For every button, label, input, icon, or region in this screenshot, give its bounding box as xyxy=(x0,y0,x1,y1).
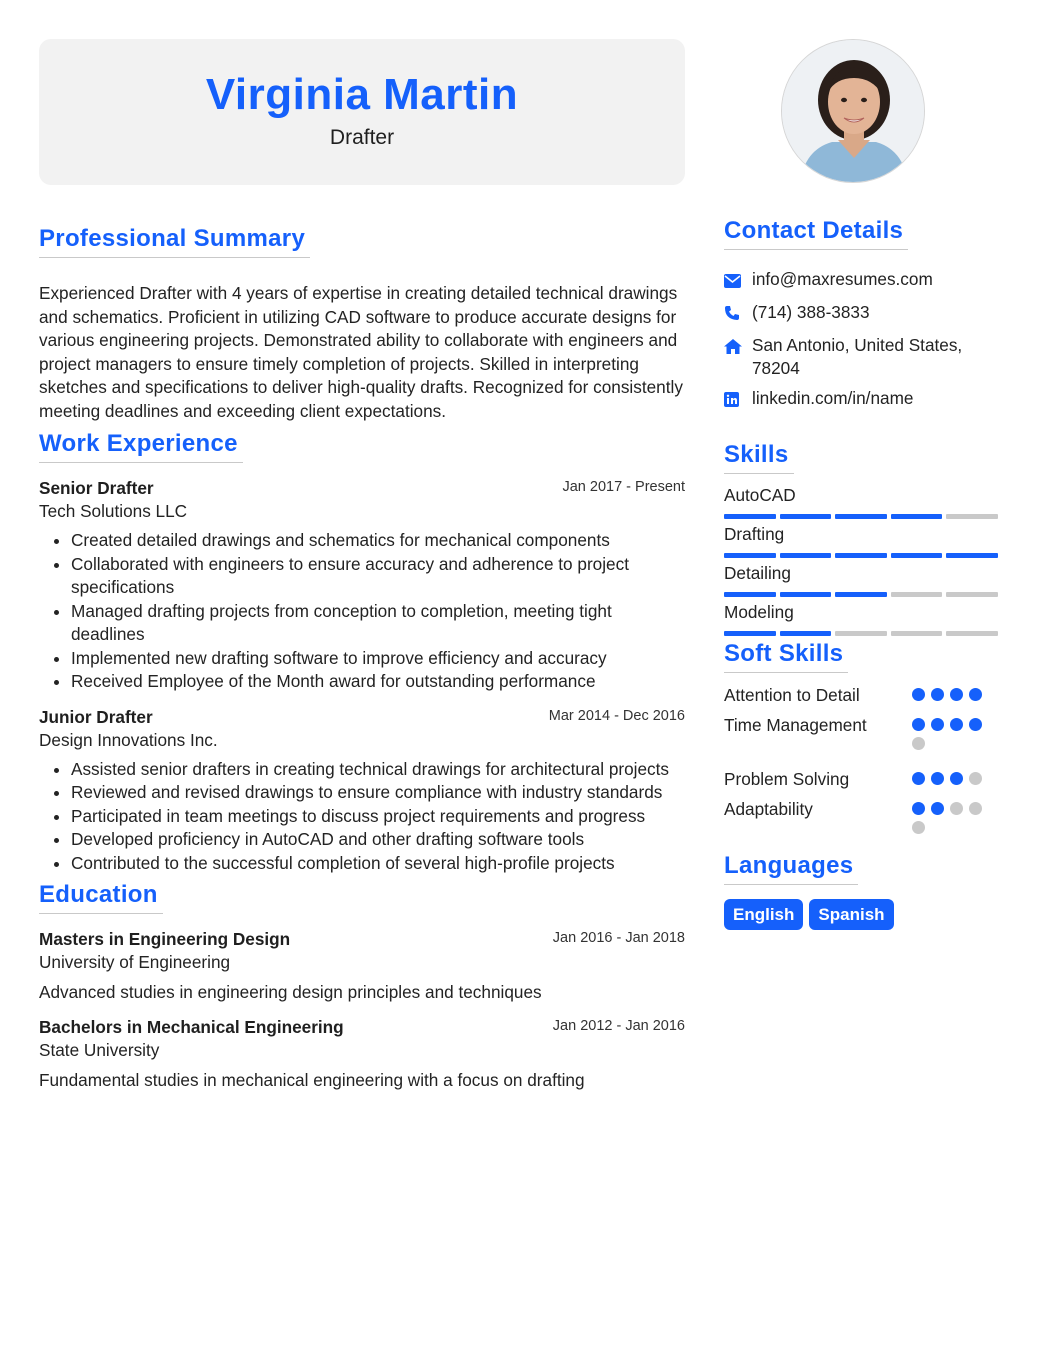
soft-skill-item xyxy=(724,714,1004,768)
skill-level-segment xyxy=(891,553,943,558)
skill-level-segment xyxy=(780,553,832,558)
linkedin-text: linkedin.com/in/name xyxy=(752,388,914,408)
skill-level-segment xyxy=(891,514,943,519)
soft-skills-section xyxy=(724,640,1004,852)
soft-skill-rating xyxy=(912,802,992,834)
education-entry xyxy=(39,928,685,1004)
rating-dot xyxy=(912,718,925,731)
experience-section xyxy=(39,430,685,875)
rating-dot xyxy=(912,802,925,815)
main-column xyxy=(39,39,685,1092)
soft-skills-list xyxy=(724,684,1004,852)
soft-skill-item xyxy=(724,684,1004,714)
skill-level-segment xyxy=(946,631,998,636)
skill-level-segment xyxy=(724,514,776,519)
job-entry xyxy=(39,706,685,876)
skill-item xyxy=(724,562,1004,597)
language-tag: English xyxy=(724,899,803,930)
languages-heading: Languages xyxy=(724,852,858,885)
languages-section xyxy=(724,852,1004,930)
list-item: • Contributed to the successful completion of several high-profile projects xyxy=(71,852,685,876)
rating-dot xyxy=(969,718,982,731)
address-text: San Antonio, United States, 78204 xyxy=(752,335,963,378)
skill-name: AutoCAD xyxy=(724,485,796,505)
skill-level-bar xyxy=(724,553,1004,558)
contact-email[interactable] xyxy=(724,268,1004,294)
soft-skill-item xyxy=(724,798,1004,852)
candidate-role: Drafter xyxy=(329,126,395,149)
list-item: • Developed proficiency in AutoCAD and other drafting software tools xyxy=(71,828,685,852)
contact-section xyxy=(724,217,1004,413)
skill-level-segment xyxy=(835,592,887,597)
skill-item xyxy=(724,601,1004,636)
rating-dot xyxy=(931,802,944,815)
skill-name: Detailing xyxy=(724,563,791,583)
soft-skill-name: Adaptability xyxy=(724,799,813,819)
education-description: Fundamental studies in mechanical engineering with a focus on drafting xyxy=(39,1070,585,1090)
rating-dot xyxy=(912,737,925,750)
education-section xyxy=(39,881,685,1092)
summary-section xyxy=(39,225,685,423)
school-name: State University xyxy=(39,1040,160,1060)
rating-dot xyxy=(912,821,925,834)
job-bullets xyxy=(39,758,685,876)
skill-level-bar xyxy=(724,514,1004,519)
skill-level-segment xyxy=(835,514,887,519)
skills-section xyxy=(724,441,1004,636)
job-company: Design Innovations Inc. xyxy=(39,729,218,750)
job-date: Mar 2014 - Dec 2016 xyxy=(548,707,685,724)
profile-photo xyxy=(781,39,925,183)
skill-name: Modeling xyxy=(724,602,794,622)
skill-level-segment xyxy=(835,631,887,636)
list-item: • Assisted senior drafters in creating technical drawings for architectural projects xyxy=(71,758,685,782)
skill-item xyxy=(724,523,1004,558)
education-description: Advanced studies in engineering design principles and techniques xyxy=(39,982,542,1002)
skills-heading: Skills xyxy=(724,441,794,474)
rating-dot xyxy=(912,772,925,785)
soft-skill-name: Attention to Detail xyxy=(724,685,860,705)
portrait-image xyxy=(782,40,925,183)
language-tags xyxy=(724,899,1004,930)
list-item: • Participated in team meetings to discuss project requirements and progress xyxy=(71,805,685,829)
list-item: • Created detailed drawings and schematics for mechanical components xyxy=(71,529,685,553)
summary-text: Experienced Drafter with 4 years of expertise in creating detailed technical drawings and schematics. Proficient in utilizing CAD software to produce accurate designs for various engineering projects. Demonstrated ability to collaborate with engineers and project managers to ensure timely completion of projects. Skilled in interpreting sketches and specifications to deliver high-quality drafts. Recognized for consistently meeting deadlines and exceeding client expectations. xyxy=(39,283,683,421)
candidate-name: Virginia Martin xyxy=(205,70,519,119)
education-date: Jan 2012 - Jan 2016 xyxy=(552,1018,685,1034)
skill-level-segment xyxy=(946,553,998,558)
rating-dot xyxy=(931,718,944,731)
linkedin-icon xyxy=(724,387,752,413)
soft-skill-rating xyxy=(912,688,992,701)
skill-level-segment xyxy=(780,631,832,636)
phone-text: (714) 388-3833 xyxy=(752,302,870,322)
soft-skill-name: Problem Solving xyxy=(724,769,850,789)
envelope-icon xyxy=(724,268,752,294)
list-item: • Received Employee of the Month award for outstanding performance xyxy=(71,670,685,694)
degree-title: Masters in Engineering Design xyxy=(39,929,291,949)
contact-address xyxy=(724,334,1004,380)
skill-level-segment xyxy=(891,592,943,597)
rating-dot xyxy=(969,688,982,701)
list-item: • Reviewed and revised drawings to ensure compliance with industry standards xyxy=(71,781,685,805)
skill-level-segment xyxy=(946,514,998,519)
list-item: • Managed drafting projects from conception to completion, meeting tight deadlines xyxy=(71,600,685,647)
soft-skill-rating xyxy=(912,772,992,785)
job-title: Junior Drafter xyxy=(39,706,153,727)
skill-level-segment xyxy=(946,592,998,597)
education-entry xyxy=(39,1016,685,1092)
degree-title: Bachelors in Mechanical Engineering xyxy=(39,1017,344,1037)
skill-level-bar xyxy=(724,631,1004,636)
skill-level-segment xyxy=(724,631,776,636)
job-company: Tech Solutions LLC xyxy=(39,501,188,521)
list-item: • Collaborated with engineers to ensure accuracy and adherence to project specifications xyxy=(71,553,685,600)
home-icon xyxy=(724,334,752,360)
experience-heading: Work Experience xyxy=(39,430,243,463)
soft-skill-rating xyxy=(912,718,992,750)
skill-item xyxy=(724,484,1004,519)
rating-dot xyxy=(950,772,963,785)
sidebar xyxy=(724,39,1004,930)
rating-dot xyxy=(950,718,963,731)
job-title: Senior Drafter xyxy=(39,478,154,498)
resume-header xyxy=(39,39,685,185)
education-date: Jan 2016 - Jan 2018 xyxy=(552,930,685,946)
summary-heading: Professional Summary xyxy=(39,225,310,258)
soft-skill-item xyxy=(724,768,1004,798)
job-bullets xyxy=(39,529,685,694)
job-entry xyxy=(39,477,685,694)
language-tag: Spanish xyxy=(809,899,893,930)
rating-dot xyxy=(931,688,944,701)
skill-level-segment xyxy=(891,631,943,636)
email-text: info@maxresumes.com xyxy=(752,269,933,289)
skill-level-segment xyxy=(780,514,832,519)
rating-dot xyxy=(912,688,925,701)
education-heading: Education xyxy=(39,881,163,914)
skill-name: Drafting xyxy=(724,524,785,544)
phone-icon xyxy=(724,301,752,327)
soft-skill-name: Time Management xyxy=(724,715,867,735)
contact-heading: Contact Details xyxy=(724,217,908,250)
list-item: • Implemented new drafting software to improve efficiency and accuracy xyxy=(71,647,685,671)
contact-linkedin[interactable] xyxy=(724,387,1004,413)
skills-list xyxy=(724,484,1004,636)
rating-dot xyxy=(969,772,982,785)
job-date: Jan 2017 - Present xyxy=(562,479,685,495)
skill-level-segment xyxy=(724,553,776,558)
skill-level-segment xyxy=(835,553,887,558)
contact-phone[interactable] xyxy=(724,301,1004,327)
skill-level-segment xyxy=(724,592,776,597)
school-name: University of Engineering xyxy=(39,952,231,972)
skill-level-segment xyxy=(780,592,832,597)
skill-level-bar xyxy=(724,592,1004,597)
rating-dot xyxy=(950,802,963,815)
rating-dot xyxy=(950,688,963,701)
rating-dot xyxy=(931,772,944,785)
rating-dot xyxy=(969,802,982,815)
soft-skills-heading: Soft Skills xyxy=(724,640,848,673)
